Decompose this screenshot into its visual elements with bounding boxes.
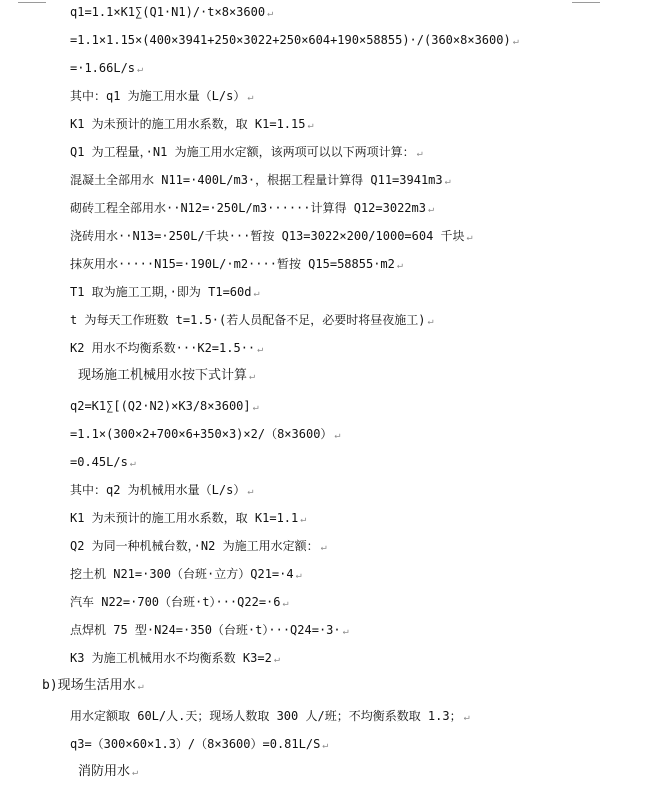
line-text: 汽车 N22=·700（台班·t）···Q22=·6 bbox=[70, 595, 281, 609]
paragraph-mark-icon: ↵ bbox=[334, 430, 341, 441]
paragraph-mark-icon: ↵ bbox=[320, 542, 327, 553]
paragraph-mark-icon: ↵ bbox=[252, 402, 259, 413]
line-text: 抹灰用水·····N15=·190L/·m2····暂按 Q15=58855·m2 bbox=[70, 257, 395, 271]
section-heading bbox=[78, 368, 255, 385]
paragraph-mark-icon: ↵ bbox=[247, 92, 254, 103]
page-corner-mark-right bbox=[572, 2, 600, 3]
line-text: =1.1×(300×2+700×6+350×3)×2/（8×3600） bbox=[70, 427, 333, 441]
formula-line bbox=[70, 736, 328, 754]
paragraph-mark-icon: ↵ bbox=[257, 344, 264, 355]
paragraph-mark-icon: ↵ bbox=[300, 514, 307, 525]
formula-line bbox=[70, 398, 259, 416]
paragraph-mark-icon: ↵ bbox=[267, 8, 274, 19]
paragraph-mark-icon: ↵ bbox=[247, 486, 254, 497]
formula-line bbox=[70, 426, 340, 444]
text-line bbox=[70, 482, 253, 500]
line-text: =1.1×1.15×(400×3941+250×3022+250×604+190×58855)·/(360×8×3600) bbox=[70, 33, 511, 47]
paragraph-mark-icon: ↵ bbox=[137, 64, 144, 75]
text-line bbox=[70, 116, 314, 134]
paragraph-mark-icon: ↵ bbox=[282, 598, 289, 609]
text-line bbox=[70, 172, 451, 190]
paragraph-mark-icon: ↵ bbox=[132, 767, 139, 778]
text-line bbox=[70, 510, 306, 528]
formula-line bbox=[70, 4, 273, 22]
section-heading bbox=[42, 678, 144, 695]
line-text: K3 为施工机械用水不均衡系数 K3=2 bbox=[70, 651, 272, 665]
line-text: =0.45L/s bbox=[70, 455, 128, 469]
line-text: K1 为未预计的施工用水系数，取 K1=1.1 bbox=[70, 511, 299, 525]
line-text: 砌砖工程全部用水··N12=·250L/m3······计算得 Q12=3022m3 bbox=[70, 201, 426, 215]
text-line bbox=[70, 340, 263, 358]
paragraph-mark-icon: ↵ bbox=[466, 232, 473, 243]
paragraph-mark-icon: ↵ bbox=[307, 120, 314, 131]
section-heading bbox=[78, 764, 138, 781]
paragraph-mark-icon: ↵ bbox=[463, 712, 470, 723]
text-line bbox=[70, 200, 434, 218]
text-line bbox=[70, 650, 280, 668]
paragraph-mark-icon: ↵ bbox=[512, 36, 519, 47]
line-text: 挖土机 N21=·300（台班·立方）Q21=·4 bbox=[70, 567, 294, 581]
paragraph-mark-icon: ↵ bbox=[295, 570, 302, 581]
paragraph-mark-icon: ↵ bbox=[253, 288, 260, 299]
line-text: =·1.66L/s bbox=[70, 61, 136, 75]
line-text: Q2 为同一种机械台数，·N2 为施工用水定额： bbox=[70, 539, 319, 553]
line-text: q1=1.1×K1∑(Q1·N1)/·t×8×3600 bbox=[70, 5, 266, 19]
text-line bbox=[70, 228, 473, 246]
paragraph-mark-icon: ↵ bbox=[342, 626, 349, 637]
line-text: 其中：q2 为机械用水量（L/s） bbox=[70, 483, 246, 497]
paragraph-mark-icon: ↵ bbox=[427, 204, 434, 215]
text-line bbox=[70, 88, 253, 106]
line-text: 点焊机 75 型·N24=·350（台班·t）···Q24=·3· bbox=[70, 623, 341, 637]
paragraph-mark-icon: ↵ bbox=[396, 260, 403, 271]
paragraph-mark-icon: ↵ bbox=[322, 740, 329, 751]
formula-line bbox=[70, 32, 519, 50]
text-line bbox=[70, 312, 434, 330]
line-text: K2 用水不均衡系数···K2=1.5·· bbox=[70, 341, 256, 355]
result-line bbox=[70, 454, 136, 472]
text-line bbox=[70, 594, 289, 612]
paragraph-mark-icon: ↵ bbox=[273, 654, 280, 665]
line-text: 其中：q1 为施工用水量（L/s） bbox=[70, 89, 246, 103]
page-corner-mark-left bbox=[18, 2, 46, 3]
line-text: q2=K1∑[(Q2·N2)×K3/8×3600] bbox=[70, 399, 251, 413]
paragraph-mark-icon: ↵ bbox=[129, 458, 136, 469]
paragraph-mark-icon: ↵ bbox=[427, 316, 434, 327]
line-text: t 为每天工作班数 t=1.5·(若人员配备不足，必要时将昼夜施工) bbox=[70, 313, 426, 327]
text-line bbox=[70, 708, 470, 726]
text-line bbox=[70, 256, 403, 274]
line-text: 用水定额取 60L/人.天；现场人数取 300 人/班；不均衡系数取 1.3； bbox=[70, 709, 462, 723]
text-line bbox=[70, 144, 423, 162]
line-text: b)现场生活用水 bbox=[42, 678, 136, 693]
line-text: 混凝土全部用水 N11=·400L/m3·，根据工程量计算得 Q11=3941m3 bbox=[70, 173, 443, 187]
paragraph-mark-icon: ↵ bbox=[416, 148, 423, 159]
paragraph-mark-icon: ↵ bbox=[444, 176, 451, 187]
line-text: q3=（300×60×1.3）/（8×3600）=0.81L/S bbox=[70, 737, 321, 751]
line-text: 消防用水 bbox=[78, 764, 131, 779]
paragraph-mark-icon: ↵ bbox=[137, 681, 144, 692]
text-line bbox=[70, 284, 260, 302]
paragraph-mark-icon: ↵ bbox=[249, 371, 256, 382]
line-text: K1 为未预计的施工用水系数，取 K1=1.15 bbox=[70, 117, 306, 131]
text-line bbox=[70, 538, 327, 556]
line-text: 浇砖用水··N13=·250L/千块···暂按 Q13=3022×200/1000=604 千块 bbox=[70, 229, 465, 243]
text-line bbox=[70, 622, 349, 640]
result-line bbox=[70, 60, 143, 78]
line-text: T1 取为施工工期，·即为 T1=60d bbox=[70, 285, 252, 299]
text-line bbox=[70, 566, 302, 584]
line-text: Q1 为工程量，·N1 为施工用水定额，该两项可以以下两项计算： bbox=[70, 145, 415, 159]
line-text: 现场施工机械用水按下式计算 bbox=[78, 368, 248, 383]
